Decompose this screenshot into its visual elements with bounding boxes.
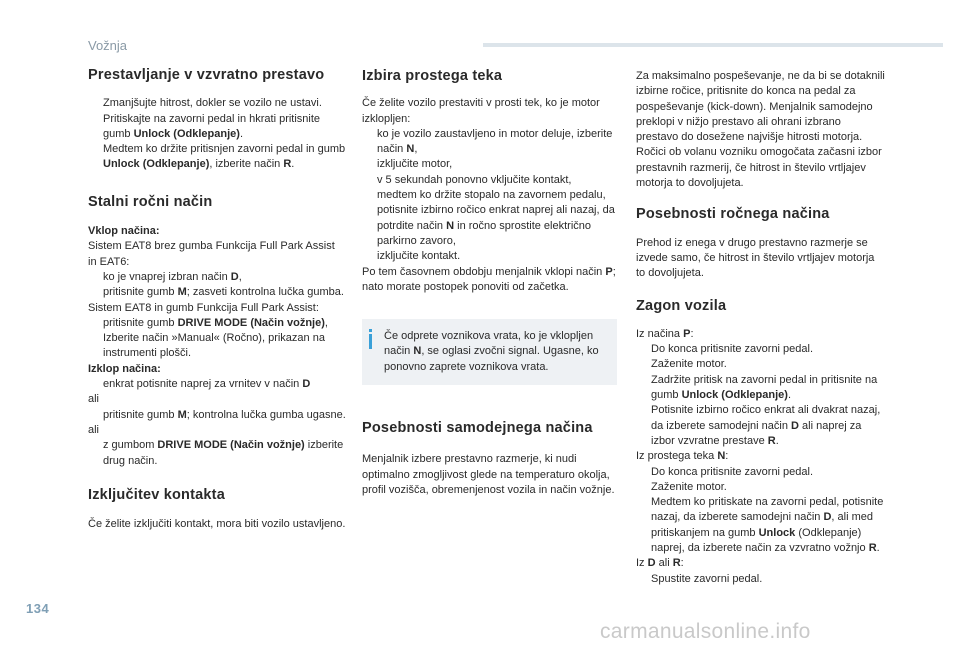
section-title-ignition-off: Izključitev kontakta [88,486,225,503]
subheading: Izklop načina: [88,362,161,375]
paragraph: Menjalnik izbere prestavno razmerje, ki nudi optimalno zmogljivost glede na temperaturo okolja, profil vozišča, obremenjenost vozila in način vožnje. [362,453,615,496]
paragraph: ali [88,393,100,406]
paragraph: ali [88,423,100,436]
list-item: Izberite način »Manual« (Ročno), prikazan na instrumenti plošči. [103,332,325,360]
section-title-auto-mode: Posebnosti samodejnega načina [362,420,593,437]
list-item: medtem ko držite stopalo na zavornem pedalu, potisnite izbirno ročico enkrat naprej ali nazaj, da potrdite način N in ročno sprostite električno parkirno zavoro, [377,189,615,247]
list-item: Zaženite motor. [651,358,727,371]
paragraph: Za maksimalno pospeševanje, ne da bi se dotaknili izbirne ročice, pritisnite do konca na pedal za pospeševanje (kick-down). Menjalnik samodejno preklopi v nižjo prestavo ali ohrani izbrano prestavo do dosežene najvišje hitrosti motorja. [636,70,885,144]
list-item: Spustite zavorni pedal. [651,572,763,585]
paragraph: Iz načina P: [636,327,694,340]
list-item: Potisnite izbirno ročico enkrat ali dvakrat nazaj, da izberete samodejni način D ali naprej za izbor vzvratne prestave R. [651,404,881,447]
column-right [636,60,886,587]
section-title-neutral: Izbira prostega teka [362,68,503,84]
section-title-manual-specifics: Posebnosti ročnega načina [636,206,830,223]
list-item: izključite kontakt. [377,250,461,263]
list-item: ko je vnaprej izbran način D, [103,270,242,283]
section-title-reverse: Prestavljanje v vzvratno prestavo [88,67,325,83]
paragraph: Iz prostega teka N: [636,450,729,463]
watermark: carmanualsonline.info [600,620,811,643]
manual-mode-block [88,224,346,469]
paragraph: Sistem EAT8 in gumb Funkcija Full Park Assist: [88,301,319,314]
paragraph: Sistem EAT8 brez gumba Funkcija Full Park Assist in EAT6: [88,240,335,268]
list-item: enkrat potisnite naprej za vrnitev v način D [103,378,311,391]
reverse-steps [88,96,346,172]
info-note [362,319,617,385]
list-item: Medtem ko držite pritisnjen zavorni pedal in gumb Unlock (Odklepanje), izberite način R. [103,143,346,171]
start-block [636,327,886,587]
list-item: ko je vozilo zaustavljeno in motor deluje, izberite način N, [377,127,613,156]
paragraph: Če želite vozilo prestaviti v prosti tek, ko je motor izklopljen: [362,97,600,125]
paragraph: Prehod iz enega v drugo prestavno razmerje se izvede samo, če hitrost in število vrtljajev motorja to dovoljujeta. [636,236,875,280]
subheading: Vklop načina: [88,225,160,238]
info-icon [369,329,372,349]
column-left [88,60,346,532]
list-item: Medtem ko pritiskate na zavorni pedal, potisnite nazaj, da izberete samodejni način D, ali med pritiskanjem na gumb Unlock (Odklepanje) naprej, da izberete način za vzvratno vožnjo R. [651,496,884,555]
section-title-start-vehicle: Zagon vozila [636,297,727,314]
list-item: Pritiskajte na zavorni pedal in hkrati pritisnite gumb Unlock (Odklepanje). [103,112,321,140]
paragraph: Ročici ob volanu vozniku omogočata začasni izbor prestavnih razmerij, če hitrost in število vrtljajev motorja to dovoljujeta. [636,146,882,190]
list-item: Zaženite motor. [651,480,727,493]
list-item: pritisnite gumb M; zasveti kontrolna lučka gumba. [103,286,344,299]
list-item: pritisnite gumb M; kontrolna lučka gumba ugasne. [103,408,346,421]
list-item: pritisnite gumb DRIVE MODE (Način vožnje), [103,316,328,329]
paragraph: Če želite izključiti kontakt, mora biti vozilo ustavljeno. [88,518,346,531]
list-item: v 5 sekundah ponovno vključite kontakt, [377,173,572,186]
page-number: 134 [26,601,50,616]
list-item: Zmanjšujte hitrost, dokler se vozilo ne ustavi. [103,97,322,110]
list-item: Do konca pritisnite zavorni pedal. [651,465,814,478]
header-bar [483,43,943,47]
paragraph: Po tem časovnem obdobju menjalnik vklopi način P; nato morate postopek ponoviti od začetka. [362,265,616,293]
column-middle [362,60,617,498]
neutral-block [362,96,617,295]
list-item: Do konca pritisnite zavorni pedal. [651,343,814,356]
list-item: izključite motor, [377,158,453,171]
paragraph: Iz D ali R: [636,557,684,570]
section-title-manual: Stalni ročni način [88,193,213,210]
header-title: Vožnja [88,38,128,53]
note-text: Če odprete voznikova vrata, ko je vklopljen način N, se oglasi zvočni signal. Ugasne, ko ponovno zaprete voznikova vrata. [384,330,599,373]
list-item: Zadržite pritisk na zavorni pedal in pritisnite na gumb Unlock (Odklepanje). [651,373,878,402]
list-item: z gumbom DRIVE MODE (Način vožnje) izberite drug način. [103,439,344,467]
